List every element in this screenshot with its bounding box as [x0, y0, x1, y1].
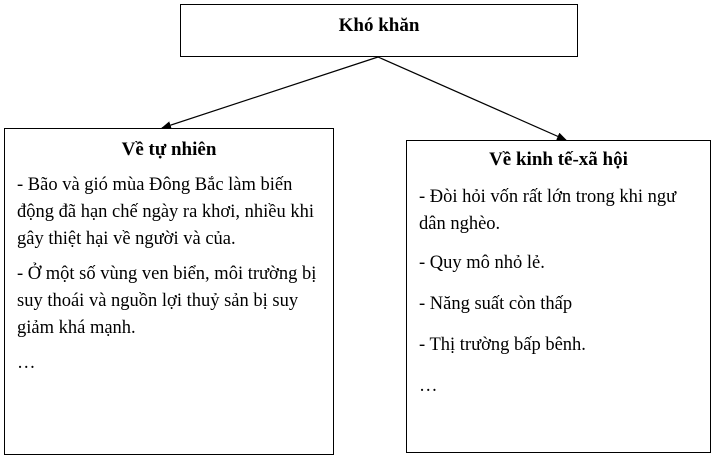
socioeconomic-difficulties-box [406, 140, 711, 453]
root-node [180, 4, 578, 57]
socioeconomic-heading: Về kinh tế-xã hội [489, 149, 628, 170]
socioeconomic-item: - Năng suất còn thấp [419, 294, 573, 314]
arrow-to-left [162, 57, 378, 128]
socioeconomic-list [407, 184, 710, 400]
natural-difficulties-box [4, 128, 334, 455]
root-title: Khó khăn [338, 15, 420, 36]
socioeconomic-item: - Quy mô nhỏ lẻ. [419, 253, 545, 273]
natural-item: - Bão và gió mùa Đông Bắc làm biến động đã hạn chế ngày ra khơi, nhiều khi gây thiệt hại về người và của. [17, 175, 314, 249]
socioeconomic-item: - Thị trường bấp bênh. [419, 335, 586, 355]
natural-item: - Ở một số vùng ven biển, môi trường bị suy thoái và nguồn lợi thuỷ sản bị suy giảm khá mạnh. [17, 264, 317, 338]
natural-heading: Về tự nhiên [121, 139, 217, 160]
natural-list [5, 172, 333, 377]
socioeconomic-item: … [419, 376, 438, 396]
socioeconomic-item: - Đòi hỏi vốn rất lớn trong khi ngư dân nghèo. [419, 187, 677, 234]
natural-item: … [17, 353, 36, 373]
arrow-to-right [378, 57, 566, 140]
